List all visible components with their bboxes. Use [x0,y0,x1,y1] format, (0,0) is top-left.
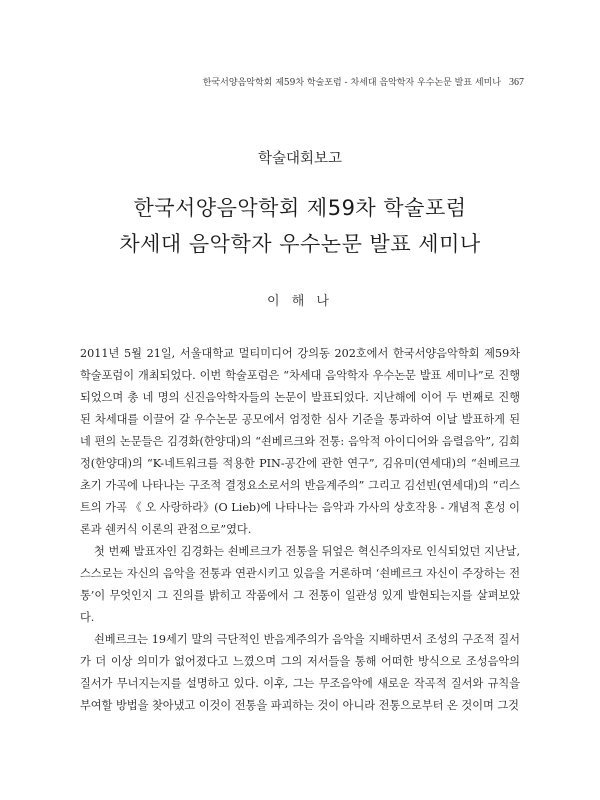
title-line-2: 차세대 음악학자 우수논문 발표 세미나 [119,232,481,256]
section-label: 학술대회보고 [257,151,343,167]
article-title [0,190,600,262]
running-head [180,75,524,88]
running-head-text: 한국서양음악학회 제59차 학술포럼 - 차세대 음악학자 우수논문 발표 세미나 [202,78,501,88]
paragraph-1: 2011년 5월 21일, 서울대학교 멀티미디어 강의동 202호에서 한국서양음악학회 제59차 학술포럼이 개최되었다. 이번 학술포럼은 “차세대 음악학자 우수논문 발표 세미나”로 진행되었으며 총 네 명의 신진음악학자들의 논문이 발표되었다. 지난해에 이어 두 번째로 진행된 차세대를 이끌어 갈 우수논문 공모에서 엄정한 심사 기준을 통과하여 이날 발표하게 된 네 편의 논문들은 김경화(한양대)의 “쇤베르크와 전통: 음악적 아이디어와 음렬음악”, 김희정(한양대)의 “K-네트워크를 적용한 PIN-공간에 관한 연구”, 김유미(연세대)의 “쇤베르크 초기 가곡에 나타나는 구조적 결정요소로서의 반음계주의” 그리고 김선빈(연세대)의 “리스트의 가곡 《 오 사랑하라》(O Lieb)에 나타나는 음악과 가사의 상호작용 - 개념적 혼성 이론과 쉔커식 이론의 관점으로”였다. [80,347,520,536]
author-name: 이 해 나 [267,294,333,309]
page-number: 367 [509,77,524,88]
body-text [80,343,520,717]
paragraph-2: 첫 번째 발표자인 김경화는 쇤베르크가 전통을 뒤엎은 혁신주의자로 인식되었던 지난날, 스스로는 자신의 음악을 전통과 연관시키고 있음을 거론하며 ‘쇤베르크 자신이 주장하는 전통’이 무엇인지 그 진의를 밝히고 작품에서 그 전통이 일관성 있게 발현되는지를 살펴보았다. [80,545,520,624]
paragraph-3: 쇤베르크는 19세기 말의 극단적인 반음계주의가 음악을 지배하면서 조성의 구조적 질서가 더 이상 의미가 없어졌다고 느꼈으며 그의 저서들을 통해 어떠한 방식으로 조성음악의 질서가 무너지는지를 설명하고 있다. 이후, 그는 무조음악에 새로운 작곡적 질서와 규칙을 부여할 방법을 찾아냈고 이것이 전통을 파괴하는 것이 아니라 전통으로부터 온 것이며 그것 [80,633,520,712]
title-line-1: 한국서양음악학회 제59차 학술포럼 [133,196,467,220]
